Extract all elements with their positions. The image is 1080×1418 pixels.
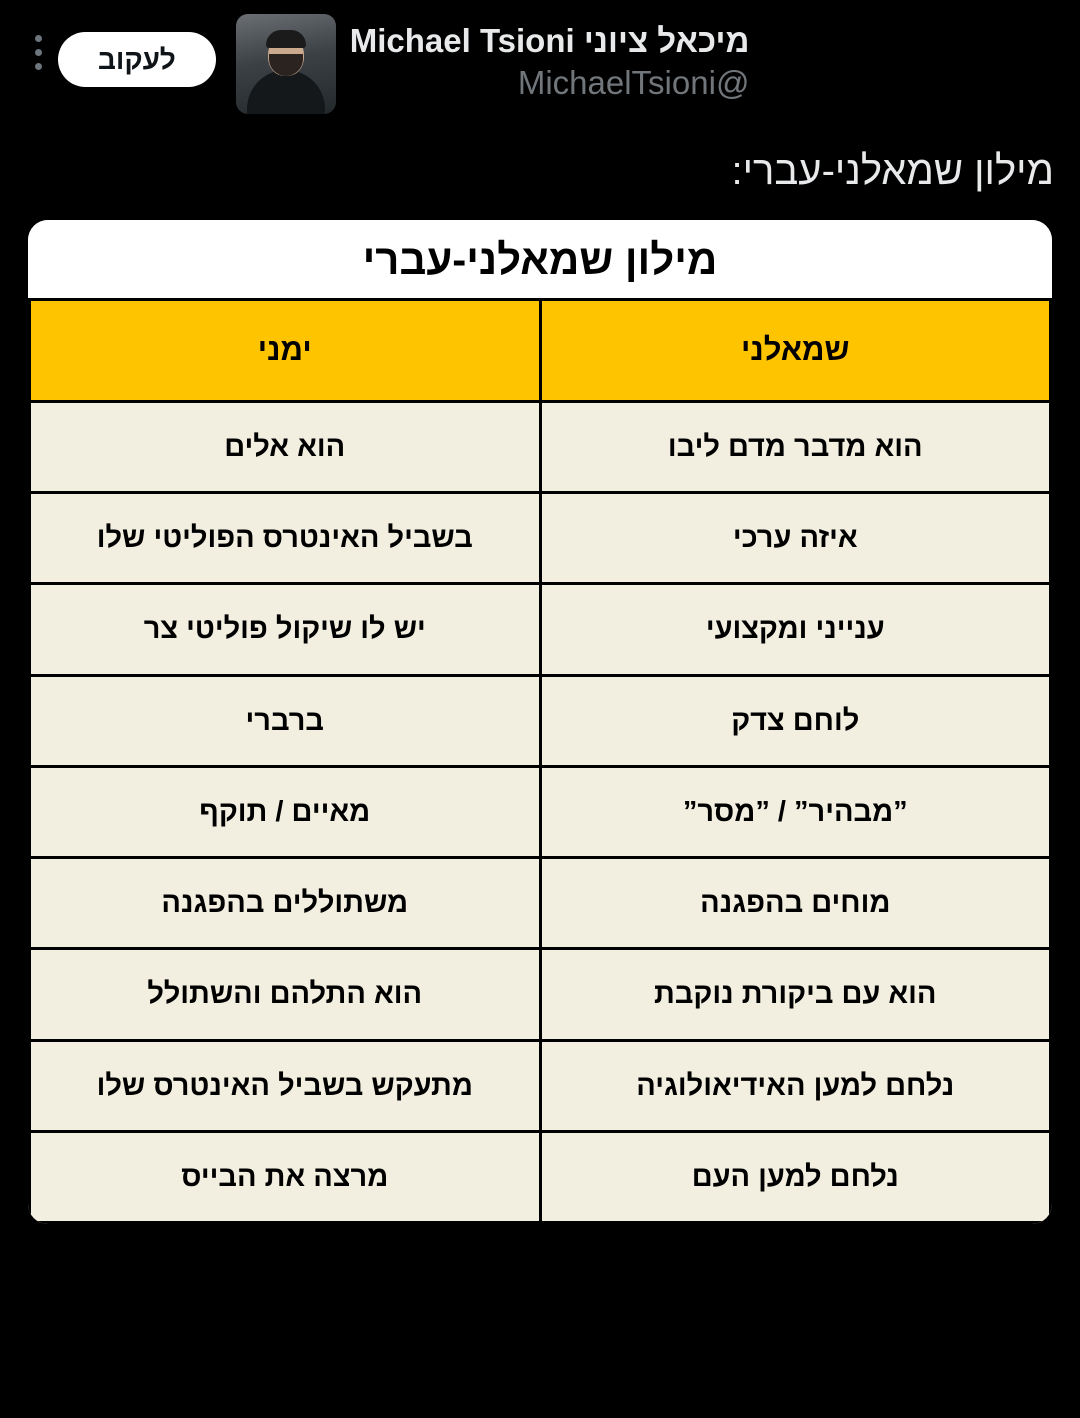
tweet-image-card[interactable] [28,220,1052,1224]
kebab-dot-1 [35,35,42,42]
cell-rightist: מאיים / תוקף [30,766,541,857]
table-row [30,1040,1051,1131]
cell-leftist: מוחים בהפגנה [540,858,1051,949]
cell-leftist: ענייני ומקצועי [540,584,1051,675]
display-name: מיכאל ציוני Michael Tsioni [349,22,750,59]
user-names [350,14,750,102]
avatar-hair [266,30,306,48]
kebab-dot-3 [35,63,42,70]
kebab-dot-2 [35,49,42,56]
cell-rightist: הוא אלים [30,401,541,492]
table-row [30,493,1051,584]
table-row [30,675,1051,766]
cell-rightist: מתעקש בשביל האינטרס שלו [30,1040,541,1131]
table-body [30,401,1051,1222]
tweet-header [0,0,1080,128]
cell-rightist: הוא התלהם והשתולל [30,949,541,1040]
table-row [30,401,1051,492]
cell-leftist: הוא מדבר מדם ליבו [540,401,1051,492]
cell-rightist: בשביל האינטרס הפוליטי שלו [30,493,541,584]
card-title: מילון שמאלני-עברי [28,220,1052,298]
kebab-menu-icon[interactable] [18,24,58,80]
cell-leftist: הוא עם ביקורת נוקבת [540,949,1051,1040]
avatar-body [247,70,325,114]
table-row [30,858,1051,949]
cell-rightist: יש לו שיקול פוליטי צר [30,584,541,675]
table-row [30,766,1051,857]
dictionary-table [28,298,1052,1224]
table-row [30,584,1051,675]
avatar[interactable] [236,14,336,114]
table-header-row [30,300,1051,402]
cell-leftist: נלחם למען העם [540,1131,1051,1222]
user-handle: @MichaelTsioni [517,63,750,101]
tweet-text: מילון שמאלני-עברי: [731,149,1054,193]
cell-leftist: איזה ערכי [540,493,1051,584]
cell-rightist: משתוללים בהפגנה [30,858,541,949]
column-header-leftist: שמאלני [540,300,1051,402]
cell-leftist: ”מבהיר” / ”מסר” [540,766,1051,857]
column-header-rightist: ימני [30,300,541,402]
cell-leftist: נלחם למען האידיאולוגיה [540,1040,1051,1131]
follow-button[interactable]: לעקוב [58,32,216,87]
table-row [30,949,1051,1040]
cell-rightist: מרצה את הבייס [30,1131,541,1222]
cell-leftist: לוחם צדק [540,675,1051,766]
table-head [30,300,1051,402]
user-block[interactable] [236,14,1062,114]
cell-rightist: ברברי [30,675,541,766]
table-row [30,1131,1051,1222]
